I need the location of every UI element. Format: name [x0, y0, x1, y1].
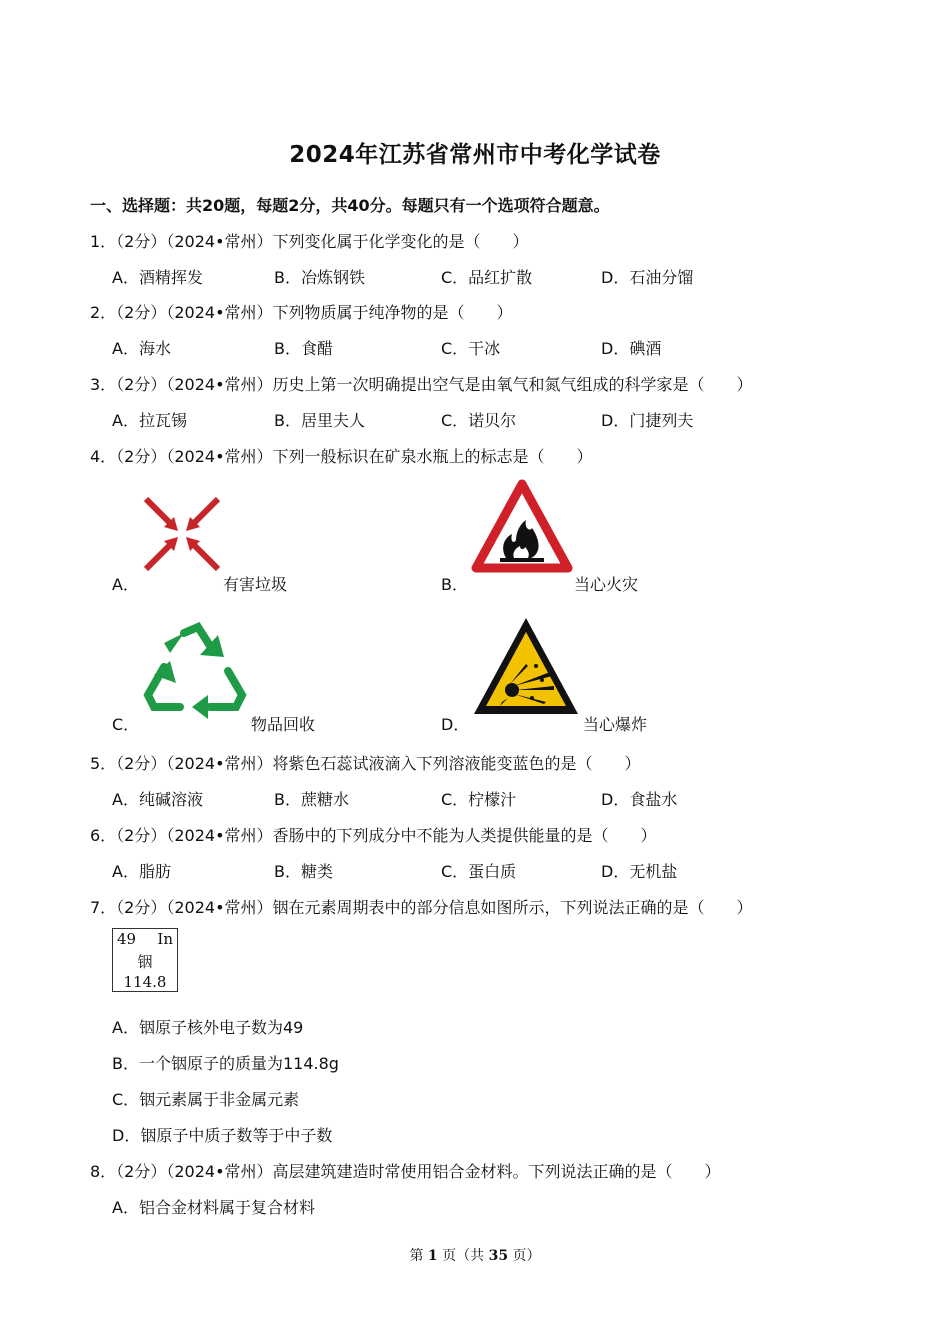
question-5-stem: 5．（2分）（2024•常州）将紫色石蕊试液滴入下列溶液能变蓝色的是（ ）	[90, 754, 641, 773]
footer-suffix: 页）	[512, 1248, 541, 1264]
question-3-option-d: D．门捷列夫	[601, 411, 694, 430]
question-7-option-d: D．铟原子中质子数等于中子数	[112, 1126, 333, 1145]
harmful-waste-icon	[140, 493, 224, 575]
question-6-option-c: C．蛋白质	[441, 862, 517, 881]
question-3-option-c: C．诺贝尔	[441, 411, 517, 430]
question-4-caption-a: 有害垃圾	[223, 575, 288, 594]
question-6-stem: 6．（2分）（2024•常州）香肠中的下列成分中不能为人类提供能量的是（ ）	[90, 826, 657, 845]
page-title: 2024年江苏省常州市中考化学试卷	[289, 142, 661, 168]
question-2-option-b: B．食醋	[274, 339, 333, 358]
question-2-option-d: D．碘酒	[601, 339, 662, 358]
element-symbol: In	[157, 930, 173, 948]
section-heading: 一、选择题：共20题，每题2分，共40分。每题只有一个选项符合题意。	[90, 196, 610, 215]
question-5-option-d: D．食盐水	[601, 790, 678, 809]
question-1-option-d: D．石油分馏	[601, 268, 694, 287]
question-4-caption-b: 当心火灾	[574, 575, 639, 594]
footer-page-number: 1	[427, 1248, 438, 1264]
question-7-option-a: A．铟原子核外电子数为49	[112, 1018, 304, 1037]
question-5-option-c: C．柠檬汁	[441, 790, 517, 809]
question-7-option-c: C．铟元素属于非金属元素	[112, 1090, 300, 1109]
question-2-option-a: A．海水	[112, 339, 171, 358]
question-1-option-a: A．酒精挥发	[112, 268, 203, 287]
question-5-option-b: B．蔗糖水	[274, 790, 349, 809]
question-5-option-a: A．纯碱溶液	[112, 790, 203, 809]
question-4-option-a: A．	[112, 575, 139, 594]
question-6-option-b: B．糖类	[274, 862, 333, 881]
question-1-option-b: B．冶炼钢铁	[274, 268, 365, 287]
question-8-option-a: A．铝合金材料属于复合材料	[112, 1198, 315, 1217]
question-1-option-c: C．品红扩散	[441, 268, 533, 287]
question-1-stem: 1．（2分）（2024•常州）下列变化属于化学变化的是（ ）	[90, 232, 529, 251]
element-card-indium	[112, 928, 178, 992]
question-7-option-b: B．一个铟原子的质量为114.8g	[112, 1054, 339, 1073]
question-4-stem: 4．（2分）（2024•常州）下列一般标识在矿泉水瓶上的标志是（ ）	[90, 447, 593, 466]
question-6-option-d: D．无机盐	[601, 862, 678, 881]
question-2-option-c: C．干冰	[441, 339, 501, 358]
question-3-option-b: B．居里夫人	[274, 411, 365, 430]
question-7-stem: 7．（2分）（2024•常州）铟在元素周期表中的部分信息如图所示，下列说法正确的是（ ）	[90, 898, 753, 917]
question-6-option-a: A．脂肪	[112, 862, 171, 881]
question-4-option-d: D．	[441, 715, 470, 734]
question-8-stem: 8．（2分）（2024•常州）高层建筑建造时常使用铝合金材料。下列说法正确的是（ ）	[90, 1162, 721, 1181]
question-3-option-a: A．拉瓦锡	[112, 411, 187, 430]
element-atomic-number: 49	[117, 930, 137, 948]
question-4-option-c: C．	[112, 715, 140, 734]
question-4-caption-c: 物品回收	[251, 715, 316, 734]
question-3-stem: 3．（2分）（2024•常州）历史上第一次明确提出空气是由氧气和氮气组成的科学家是（ ）	[90, 375, 753, 394]
explosion-warning-icon	[470, 614, 582, 720]
page-footer	[0, 1245, 950, 1265]
question-2-stem: 2．（2分）（2024•常州）下列物质属于纯净物的是（ ）	[90, 303, 513, 322]
footer-mid: 页（共	[442, 1248, 485, 1264]
element-atomic-mass: 114.8	[123, 973, 167, 991]
question-4-caption-d: 当心爆炸	[583, 715, 648, 734]
element-name: 铟	[137, 953, 153, 971]
recycle-icon	[140, 619, 250, 719]
footer-prefix: 第	[409, 1248, 424, 1264]
footer-total-pages: 35	[488, 1248, 509, 1264]
question-4-option-b: B．	[441, 575, 468, 594]
fire-warning-icon	[470, 478, 574, 574]
